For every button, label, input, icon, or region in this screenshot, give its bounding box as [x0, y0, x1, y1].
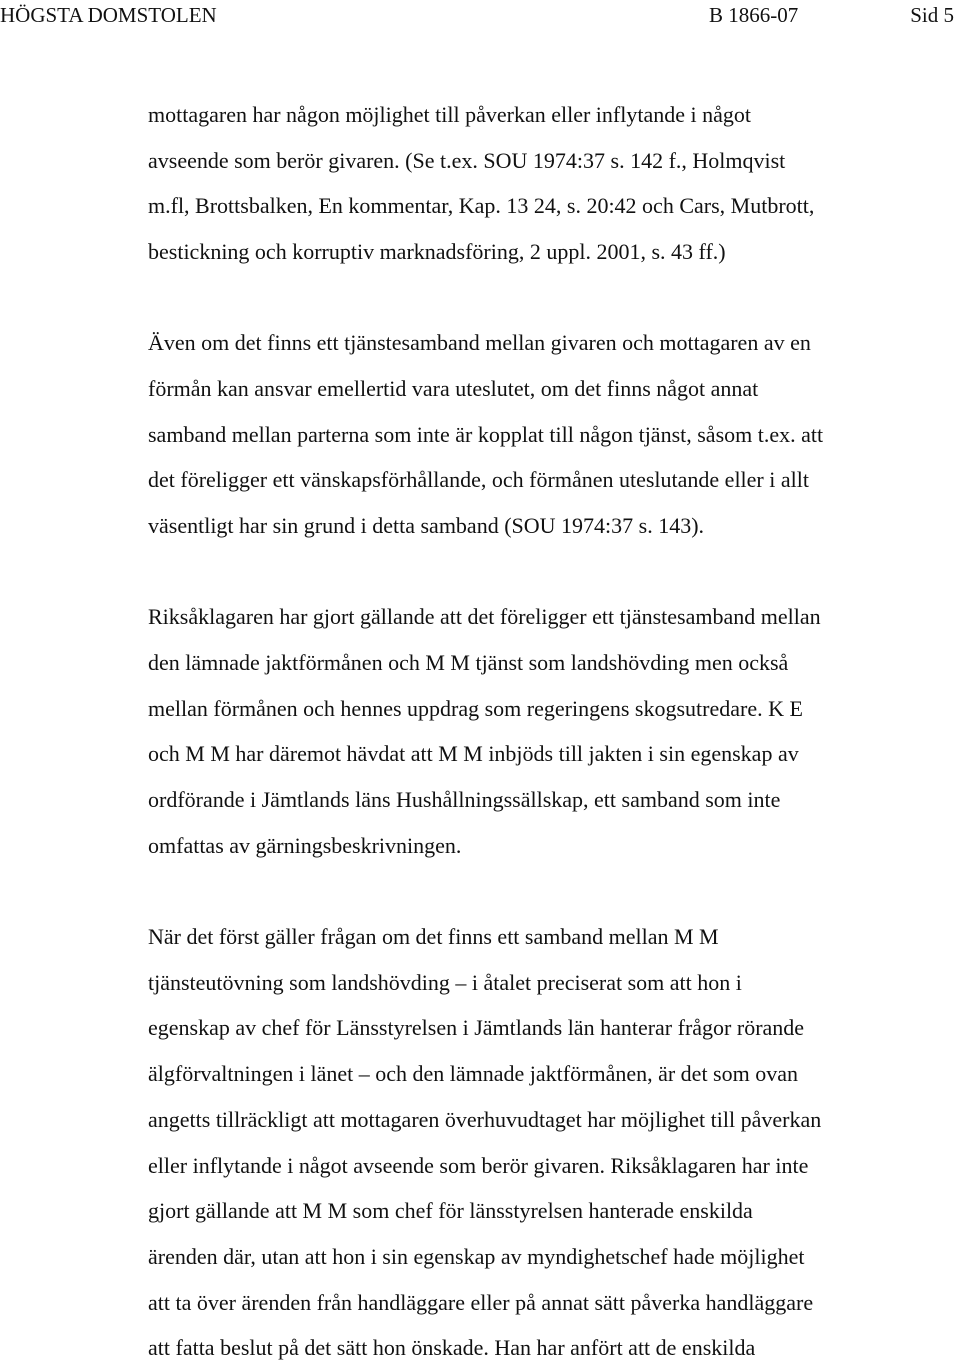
case-number: B 1866-07: [709, 3, 799, 27]
document-body: [148, 92, 960, 1371]
text-line: mellan förmånen och hennes uppdrag som regeringens skogsutredare. K E: [148, 695, 803, 721]
text-line: Riksåklagaren har gjort gällande att det föreligger ett tjänstesamband mellan: [148, 604, 821, 630]
court-name: HÖGSTA DOMSTOLEN: [0, 3, 217, 27]
text-line: Även om det finns ett tjänstesamband mellan givaren och mottagaren av en: [148, 330, 811, 356]
text-line: ordförande i Jämtlands läns Hushållningssällskap, ett samband som inte: [148, 787, 781, 813]
text-line: avseende som berör givaren. (Se t.ex. SOU 1974:37 s. 142 f., Holmqvist: [148, 147, 786, 173]
text-line: eller inflytande i något avseende som berör givaren. Riksåklagaren har inte: [148, 1152, 809, 1178]
text-line: När det först gäller frågan om det finns ett samband mellan M M: [148, 924, 719, 950]
text-line: och M M har däremot hävdat att M M inbjöds till jakten i sin egenskap av: [148, 741, 799, 767]
paragraph-4: [148, 914, 960, 1371]
text-line: det föreligger ett vänskapsförhållande, och förmånen uteslutande eller i allt: [148, 467, 809, 493]
text-line: angetts tillräckligt att mottagaren överhuvudtaget har möjlighet till påverkan: [148, 1106, 822, 1132]
text-line: bestickning och korruptiv marknadsföring, 2 uppl. 2001, s. 43 ff.): [148, 239, 726, 265]
text-line: väsentligt har sin grund i detta samband (SOU 1974:37 s. 143).: [148, 513, 705, 539]
text-line: mottagaren har någon möjlighet till påverkan eller inflytande i något: [148, 102, 751, 127]
text-line: den lämnade jaktförmånen och M M tjänst som landshövding men också: [148, 650, 789, 676]
paragraph-1: [148, 92, 960, 275]
text-line: ärenden där, utan att hon i sin egenskap av myndighetschef hade möjlighet: [148, 1243, 805, 1269]
paragraph-2: [148, 320, 960, 549]
paragraph-3: [148, 594, 960, 868]
page-header: [0, 0, 960, 30]
text-line: att ta över ärenden från handläggare eller på annat sätt påverka handläggare: [148, 1289, 814, 1315]
text-line: omfattas av gärningsbeskrivningen.: [148, 832, 462, 858]
text-line: älgförvaltningen i länet – och den lämnade jaktförmånen, är det som ovan: [148, 1061, 798, 1087]
text-line: tjänsteutövning som landshövding – i åtalet preciserat som att hon i: [148, 969, 742, 995]
text-line: egenskap av chef för Länsstyrelsen i Jämtlands län hanterar frågor rörande: [148, 1015, 805, 1041]
text-line: samband mellan parterna som inte är kopplat till någon tjänst, såsom t.ex. att: [148, 421, 824, 447]
text-line: förmån kan ansvar emellertid vara uteslutet, om det finns något annat: [148, 376, 759, 402]
text-line: m.fl, Brottsbalken, En kommentar, Kap. 13 24, s. 20:42 och Cars, Mutbrott,: [148, 193, 815, 219]
page-number: Sid 5: [910, 3, 954, 27]
text-line: gjort gällande att M M som chef för länsstyrelsen hanterade enskilda: [148, 1198, 753, 1224]
text-line: att fatta beslut på det sätt hon önskade. Han har anfört att de enskilda: [148, 1335, 756, 1361]
